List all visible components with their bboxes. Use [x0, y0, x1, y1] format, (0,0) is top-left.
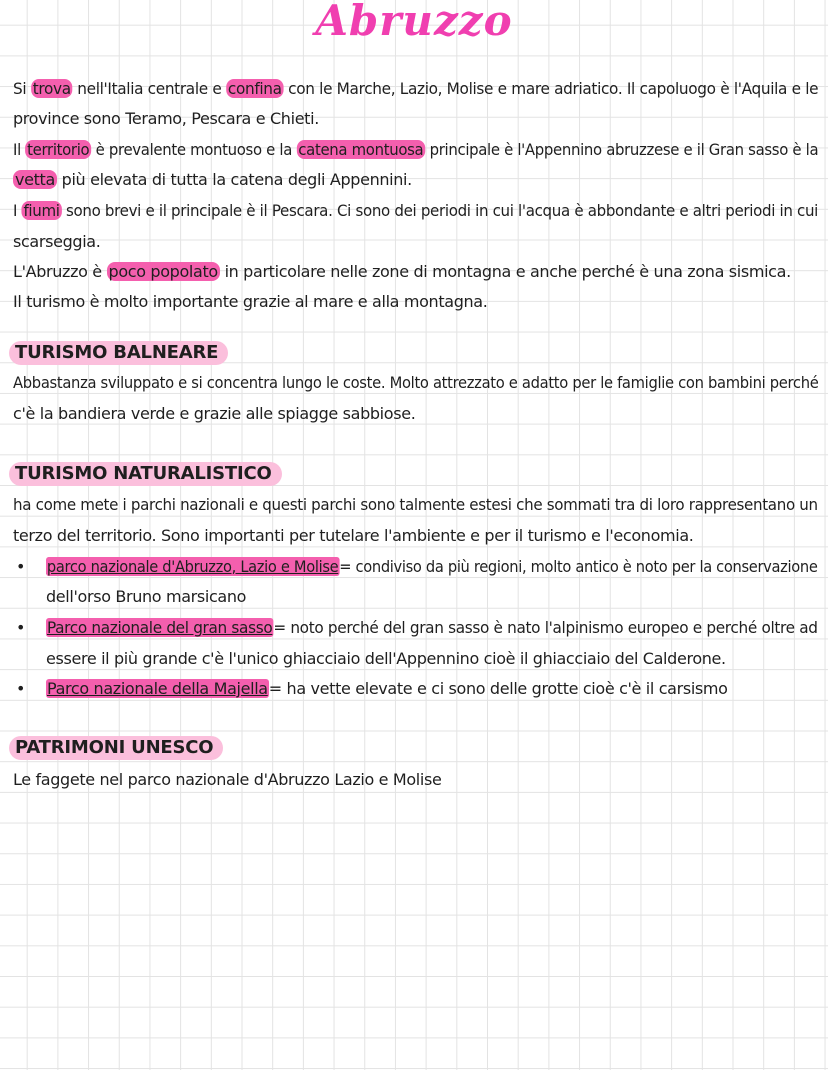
unesco-line-1: Le faggete nel parco nazionale d'Abruzzo Lazio e Molise — [13, 770, 442, 789]
park-item-3 — [46, 678, 728, 700]
bullet-marker: • — [16, 618, 26, 637]
highlight-park-name: Parco nazionale del gran sasso — [46, 618, 273, 637]
text-segment: Si — [13, 79, 31, 98]
text-segment: = condiviso da più regioni, molto antico è noto per la conservazione — [339, 557, 818, 576]
heading-patrimoni-unesco: PATRIMONI UNESCO — [9, 736, 223, 760]
highlight-trova: trova — [32, 79, 71, 98]
highlight-poco-popolato: poco popolato — [108, 262, 218, 281]
heading-turismo-balneare: TURISMO BALNEARE — [9, 341, 228, 365]
intro-line-2: province sono Teramo, Pescara e Chieti. — [13, 109, 319, 128]
intro-line-4 — [13, 169, 412, 191]
text-segment: principale è l'Appennino abruzzese e il Gran sasso è la — [425, 140, 819, 159]
heading-turismo-naturalistico: TURISMO NATURALISTICO — [9, 462, 282, 486]
bullet-marker: • — [16, 679, 26, 698]
text-segment: = ha vette elevate e ci sono delle grotte cioè c'è il carsismo — [268, 679, 728, 698]
balneare-line-2: c'è la bandiera verde e grazie alle spiagge sabbiose. — [13, 404, 416, 423]
highlight-park-name: parco nazionale d'Abruzzo, Lazio e Molise — [46, 557, 339, 576]
intro-line-3 — [13, 139, 818, 161]
park-item-2-line-2: essere il più grande c'è l'unico ghiacciaio dell'Appennino cioè il ghiacciaio del Calderone. — [46, 649, 726, 668]
text-segment: I — [13, 201, 22, 220]
park-item-2 — [46, 617, 818, 639]
naturalistico-line-1: ha come mete i parchi nazionali e questi parchi sono talmente estesi che sommati tra di loro rappresentano un — [13, 495, 818, 514]
highlight-territorio: territorio — [27, 140, 90, 159]
text-segment: Il — [13, 140, 26, 159]
text-segment: è prevalente montuoso e la — [91, 140, 297, 159]
highlight-park-name: Parco nazionale della Majella — [47, 679, 268, 698]
highlight-vetta: vetta — [15, 170, 55, 189]
page-title: Abruzzo — [315, 0, 513, 45]
intro-line-6: scarseggia. — [13, 232, 101, 251]
park-item-1 — [46, 556, 818, 578]
text-segment: in particolare nelle zone di montagna e anche perché è una zona sismica. — [219, 262, 791, 281]
highlight-catena-montuosa: catena montuosa — [298, 140, 424, 159]
text-segment: nell'Italia centrale e — [72, 79, 226, 98]
intro-line-5 — [13, 200, 818, 222]
text-segment: = noto perché del gran sasso è nato l'alpinismo europeo e perché oltre ad — [273, 618, 818, 637]
intro-line-8: Il turismo è molto importante grazie al mare e alla montagna. — [13, 292, 488, 311]
highlight-confina: confina — [227, 79, 282, 98]
intro-line-1 — [13, 78, 818, 100]
text-segment: con le Marche, Lazio, Molise e mare adriatico. Il capoluogo è l'Aquila e le — [283, 79, 819, 98]
bullet-marker: • — [16, 557, 26, 576]
text-segment: sono brevi e il principale è il Pescara. Ci sono dei periodi in cui l'acqua è abbondante e altri periodi in cui — [61, 201, 819, 220]
intro-line-7 — [13, 261, 791, 283]
park-item-1-line-2: dell'orso Bruno marsicano — [46, 587, 247, 606]
balneare-line-1: Abbastanza sviluppato e si concentra lungo le coste. Molto attrezzato e adatto per le famiglie con bambini perché — [13, 373, 819, 392]
text-segment: più elevata di tutta la catena degli Appennini. — [56, 170, 412, 189]
text-segment: L'Abruzzo è — [13, 262, 107, 281]
naturalistico-line-2: terzo del territorio. Sono importanti per tutelare l'ambiente e per il turismo e l'economia. — [13, 526, 694, 545]
highlight-fiumi: fiumi — [23, 201, 60, 220]
